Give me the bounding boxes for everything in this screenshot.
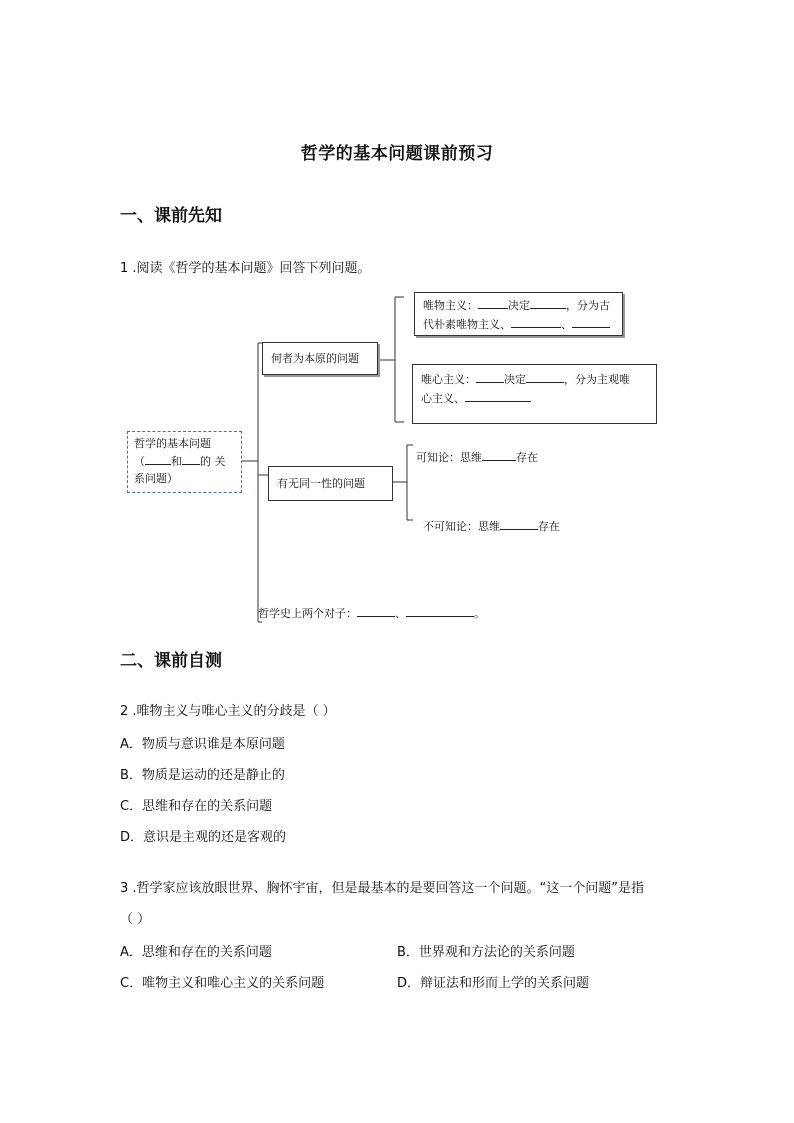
root-label-line2: （ 和 的 关 <box>134 452 235 470</box>
knowable-line: 可知论：思维 存在 <box>416 448 538 465</box>
blank <box>500 517 538 530</box>
root-box-basic-question <box>127 431 242 493</box>
blank <box>572 315 610 328</box>
root-label-line3: 系问题） <box>134 472 178 485</box>
q2-option-c: C．思维和存在的关系问题 <box>120 799 273 814</box>
unknowable-line: 不可知论：思维 存在 <box>423 517 560 534</box>
q2-option-b: B．物质是运动的还是静止的 <box>120 768 285 783</box>
q3-option-d: D．辩证法和形而上学的关系问题 <box>397 976 590 991</box>
question-1: 1 .阅读《哲学的基本问题》回答下列问题。 <box>120 261 371 276</box>
blank <box>182 452 200 465</box>
q3-option-c: C．唯物主义和唯心主义的关系问题 <box>120 976 325 991</box>
branch-origin-question: 何者为本原的问题 <box>262 342 378 375</box>
question-3: 3 .哲学家应该放眼世界、胸怀宇宙，但是最基本的是要回答这一个问题。“这一个问题”是指 <box>120 881 645 896</box>
blank <box>476 370 504 383</box>
blank <box>530 296 566 309</box>
blank <box>145 452 171 465</box>
page-title: 哲学的基本问题课前预习 <box>300 144 494 164</box>
q3-option-a: A．思维和存在的关系问题 <box>120 945 272 960</box>
question-2: 2 .唯物主义与唯心主义的分歧是（ ） <box>120 704 336 719</box>
root-label-line1: 哲学的基本问题 <box>134 437 211 450</box>
blank <box>478 296 508 309</box>
materialism-box: 唯物主义： 决定 ，分为古 代朴素唯物主义、 、 <box>414 292 623 336</box>
q3-option-b: B．世界观和方法论的关系问题 <box>397 945 575 960</box>
question-3-paren: （ ） <box>120 912 151 927</box>
blank <box>465 389 531 402</box>
blank <box>482 448 516 461</box>
blank <box>406 604 474 617</box>
q2-option-d: D．意识是主观的还是客观的 <box>120 830 287 845</box>
idealism-box: 唯心主义： 决定 ，分为主观唯 心主义、 <box>412 364 657 424</box>
opposites-line: 哲学史上两个对子： 、 。 <box>258 604 485 621</box>
blank <box>511 315 561 328</box>
branch-identity-question: 有无同一性的问题 <box>268 466 393 501</box>
blank <box>357 604 395 617</box>
q2-option-a: A．物质与意识谁是本原问题 <box>120 737 285 752</box>
section-heading-selftest: 二、课前自测 <box>120 651 222 671</box>
section-heading-preview: 一、课前先知 <box>120 206 222 226</box>
blank <box>526 370 564 383</box>
